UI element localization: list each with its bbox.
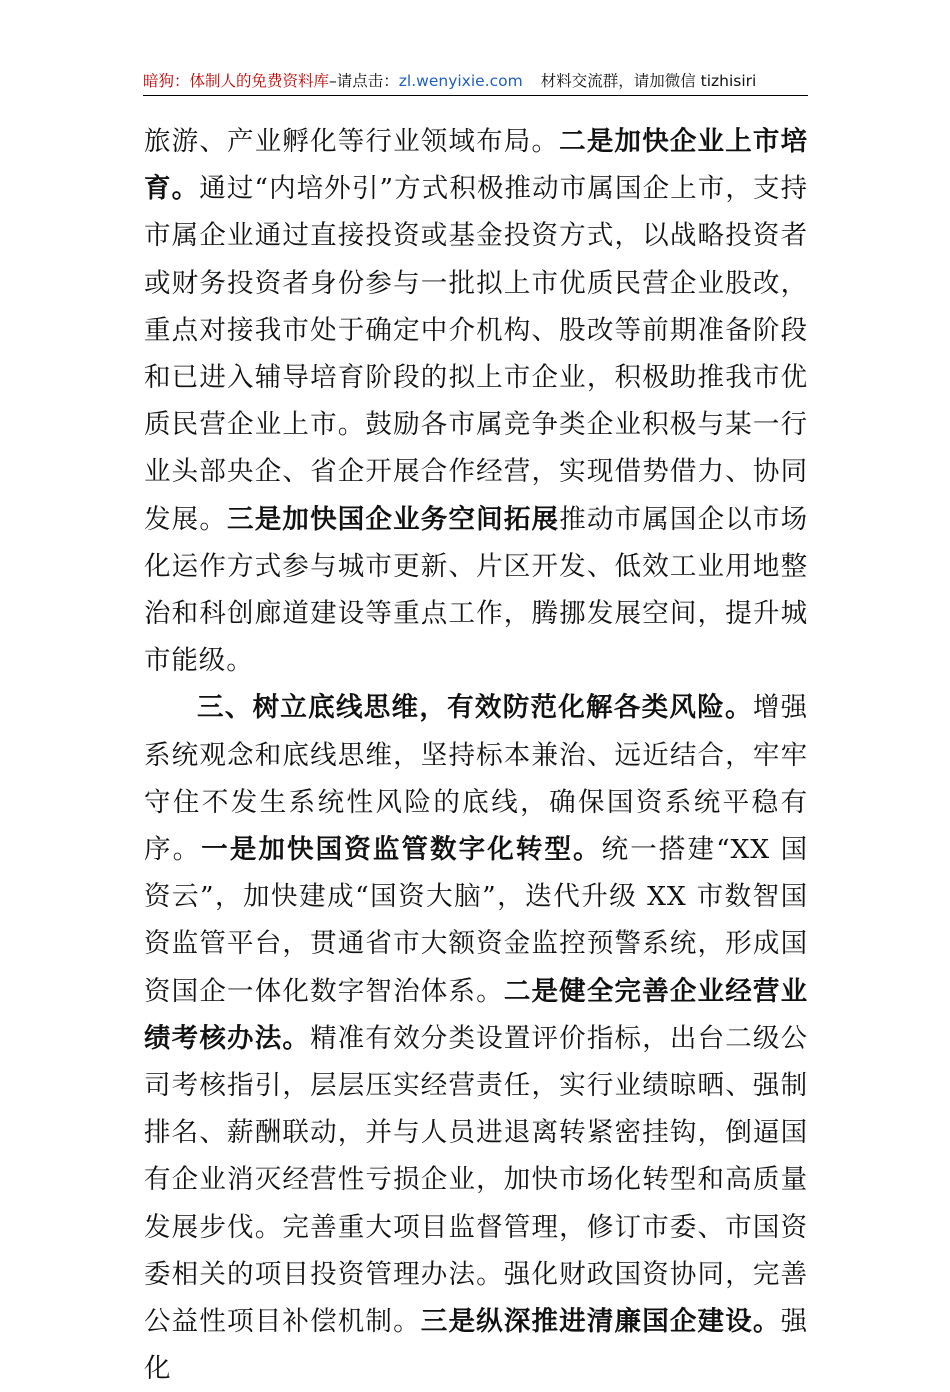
p2-heading-2: 二是健全完善企业经营业绩考核办法。: [144, 975, 808, 1054]
paragraph-1: [144, 118, 808, 684]
p1-heading-3: 三是加快国企业务空间拓展: [227, 503, 560, 535]
p1-text-3: 通过“内培外引”方式积极推动市属国企上市，支持市属企业通过直接投资或基金投资方式，以战略投资者或财务投资者身份参与一批拟上市优质民营企业股改，重点对接我市处于确定中介机构、股改等前期准备阶段和已进入辅导培育阶段的拟上市企业，积极助推我市优质民营企业上市。鼓励各市属竞争类企业积极与某一行业头部央企、省企开展合作经营，实现借势借力、协同发展。: [144, 173, 808, 535]
p1-heading-2: 二是加快企业上市培育。: [144, 126, 808, 205]
section-heading-3: 三、树立底线思维，有效防范化解各类风险。: [197, 692, 753, 724]
header-wechat: 材料交流群，请加微信 tizhisiri: [540, 72, 757, 90]
header-prompt: –请点击：: [329, 72, 399, 90]
header-brand: 暗狗：体制人的免费资料库: [143, 72, 330, 90]
page-header: [143, 66, 808, 96]
p2-text-6: 精准有效分类设置评价指标，出台二级公司考核指引，层层压实经营责任，实行业绩晾晒、强制排名、薪酬联动，并与人员进退离转紧密挂钩，倒逼国有企业消灭经营性亏损企业，加快市场化转型和高质量发展步伐。完善重大项目监督管理，修订市委、市国资委相关的项目投资管理办法。强化财政国资协同，完善公益性项目补偿机制。: [144, 1022, 809, 1338]
paragraph-2: [144, 684, 808, 1392]
p1-text-1: 旅游、产业孵化等行业领域布局。: [144, 126, 560, 157]
p2-text-4: 统一搭建“XX 国资云”，加快建成“国资大脑”，迭代升级 XX 市数智国资监管平台，贯通省市大额资金监控预警系统，形成国资国企一体化数字智治体系。: [144, 834, 808, 1007]
p2-text-8: 强化: [144, 1306, 808, 1385]
p1-text-5: 推动市属国企以市场化运作方式参与城市更新、片区开发、低效工业用地整治和科创廊道建设等重点工作，腾挪发展空间，提升城市能级。: [144, 503, 809, 677]
p2-heading-1: 一是加快国资监管数字化转型。: [201, 834, 602, 866]
p2-text-2: 增强系统观念和底线思维，坚持标本兼治、远近结合，牢牢守住不发生系统性风险的底线，确保国资系统平稳有序。: [144, 692, 809, 866]
header-link[interactable]: zl.wenyixie.com: [398, 72, 523, 90]
p2-heading-3: 三是纵深推进清廉国企建设。: [420, 1306, 781, 1338]
document-body: [144, 118, 808, 1392]
